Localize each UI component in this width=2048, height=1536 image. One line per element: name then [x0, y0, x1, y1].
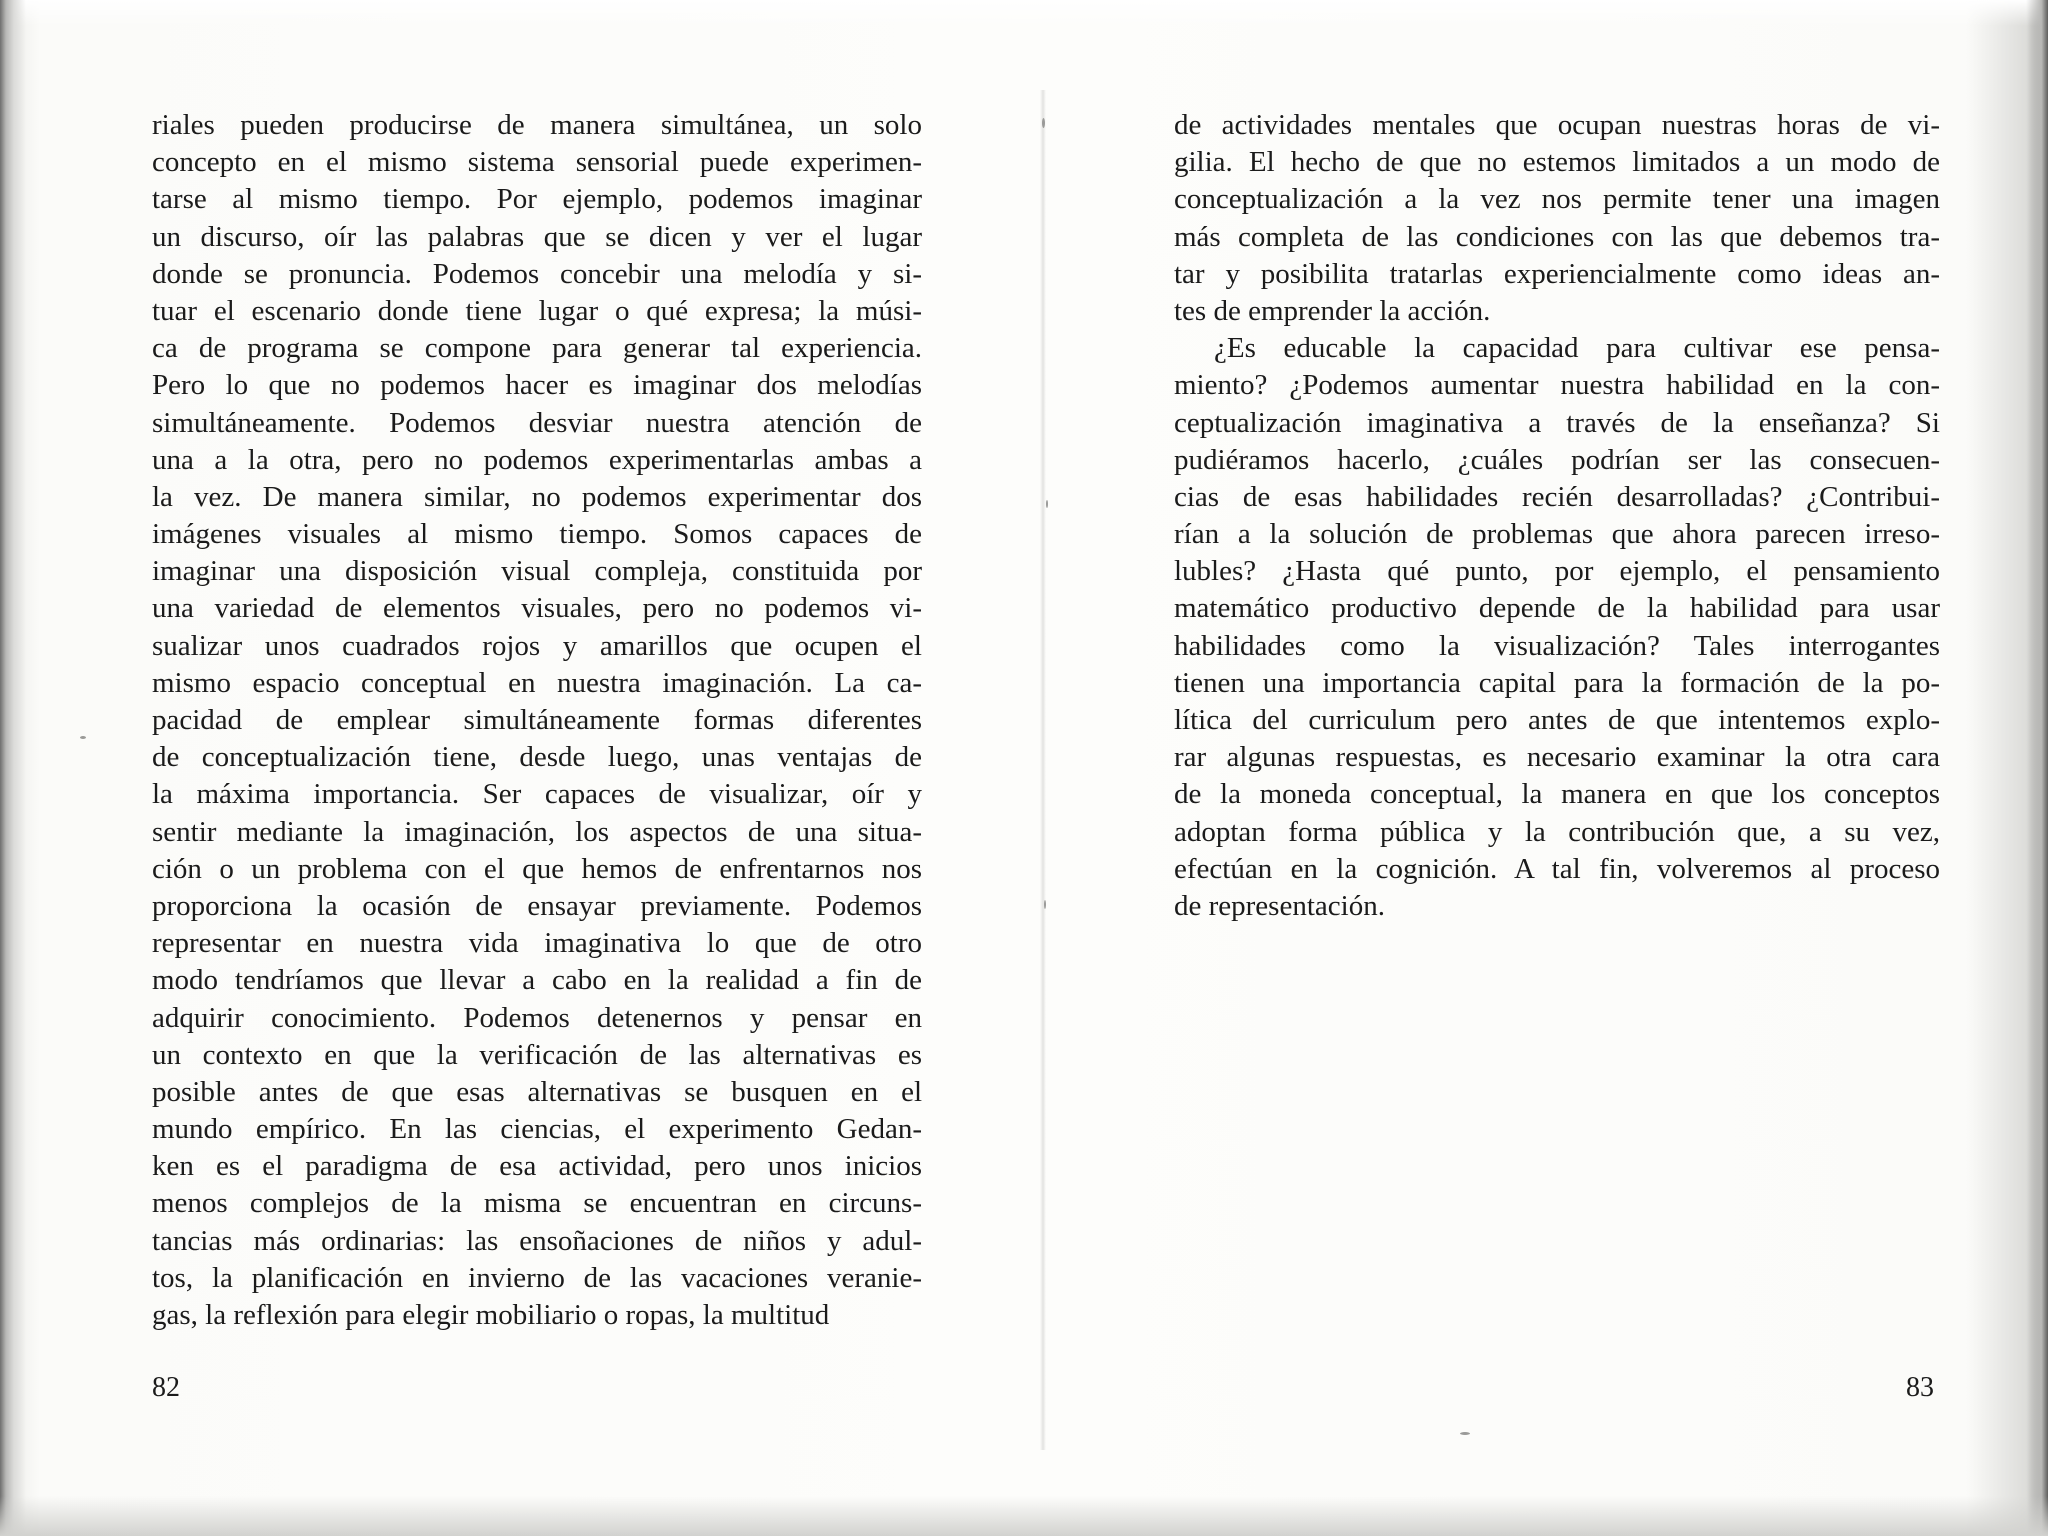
text-line: adoptan forma pública y la contribución que, a su vez,	[1174, 815, 1940, 848]
text-line: de actividades mentales que ocupan nuestras horas de vi-	[1174, 109, 1940, 141]
text-line: cias de esas habilidades recién desarrolladas? ¿Contribui-	[1174, 480, 1940, 513]
text-line: de la moneda conceptual, la manera en que los conceptos	[1174, 778, 1940, 811]
text-line: mismo espacio conceptual en nuestra imaginación. La ca-	[152, 666, 922, 699]
book-gutter	[1040, 90, 1046, 1450]
text-line: ceptualización imaginativa a través de la enseñanza? Si	[1174, 406, 1940, 439]
text-line: posible antes de que esas alternativas se busquen en el	[152, 1075, 922, 1108]
text-line: efectúan en la cognición. A tal fin, volveremos al proceso	[1174, 852, 1940, 885]
text-line: imágenes visuales al mismo tiempo. Somos capaces de	[152, 518, 922, 551]
text-line: concepto en el mismo sistema sensorial puede experimen-	[152, 146, 922, 179]
text-line: la máxima importancia. Ser capaces de visualizar, oír y	[152, 778, 922, 811]
text-line: menos complejos de la misma se encuentran en circuns-	[152, 1187, 922, 1220]
text-line: mundo empírico. En las ciencias, el experimento Gedan-	[152, 1113, 922, 1146]
text-line: sentir mediante la imaginación, los aspectos de una situa-	[152, 815, 922, 848]
text-line: matemático productivo depende de la habilidad para usar	[1174, 592, 1940, 625]
text-line: tancias más ordinarias: las ensoñaciones de niños y adul-	[152, 1224, 922, 1257]
text-line: tienen una importancia capital para la formación de la po-	[1174, 666, 1940, 699]
text-line: adquirir conocimiento. Podemos detenernos y pensar en	[152, 1001, 922, 1034]
text-line: donde se pronuncia. Podemos concebir una melodía y si-	[152, 257, 922, 290]
text-line: pacidad de emplear simultáneamente formas diferentes	[152, 704, 922, 736]
scan-speck	[80, 736, 86, 739]
text-line: modo tendríamos que llevar a cabo en la realidad a fin de	[152, 964, 922, 997]
text-line: un discurso, oír las palabras que se dicen y ver el lugar	[152, 220, 922, 253]
text-line: gilia. El hecho de que no estemos limitados a un modo de	[1174, 146, 1940, 179]
text-line: tes de emprender la acción.	[1174, 294, 1491, 327]
page-number-left: 82	[152, 1372, 180, 1403]
text-line: miento? ¿Podemos aumentar nuestra habilidad en la con-	[1174, 369, 1940, 402]
left-page-edge	[0, 0, 26, 1536]
text-line: lítica del curriculum pero antes de que intentemos explo-	[1174, 704, 1940, 736]
text-line: de conceptualización tiene, desde luego, unas ventajas de	[152, 741, 922, 774]
text-line: rían a la solución de problemas que ahora parecen irreso-	[1174, 518, 1940, 551]
text-line: ción o un problema con el que hemos de enfrentarnos nos	[152, 852, 922, 885]
page-number-right: 83	[1906, 1372, 1934, 1403]
text-line: proporciona la ocasión de ensayar previamente. Podemos	[152, 889, 922, 922]
text-line: gas, la reflexión para elegir mobiliario o ropas, la multitud	[152, 1299, 830, 1331]
text-line: sualizar unos cuadrados rojos y amarillos que ocupen el	[152, 629, 922, 662]
bottom-page-shadow	[0, 1496, 2048, 1536]
top-page-edge	[0, 0, 2048, 26]
text-line: tar y posibilita tratarlas experiencialmente como ideas an-	[1174, 257, 1940, 290]
text-line: la vez. De manera similar, no podemos experimentar dos	[152, 480, 922, 513]
right-page-body	[1174, 107, 1940, 925]
text-line: más completa de las condiciones con las que debemos tra-	[1174, 220, 1940, 253]
scan-speck	[1460, 1432, 1470, 1435]
text-line: tos, la planificación en invierno de las vacaciones veranie-	[152, 1261, 922, 1294]
text-line: tarse al mismo tiempo. Por ejemplo, podemos imaginar	[152, 183, 922, 216]
text-line: una a la otra, pero no podemos experimentarlas ambas a	[152, 443, 922, 476]
left-page-body	[152, 107, 922, 1334]
text-line: un contexto en que la verificación de las alternativas es	[152, 1038, 922, 1071]
text-line: conceptualización a la vez nos permite tener una imagen	[1174, 183, 1940, 216]
text-line: ¿Es educable la capacidad para cultivar ese pensa-	[1214, 332, 1940, 365]
text-line: Pero lo que no podemos hacer es imaginar dos melodías	[152, 369, 922, 402]
scan-speck	[1044, 900, 1046, 909]
right-page-edge	[2026, 0, 2048, 1536]
text-line: simultáneamente. Podemos desviar nuestra atención de	[152, 406, 922, 439]
text-line: habilidades como la visualización? Tales interrogantes	[1174, 629, 1940, 662]
text-line: imaginar una disposición visual compleja, constituida por	[152, 555, 922, 588]
text-line: una variedad de elementos visuales, pero no podemos vi-	[152, 592, 922, 625]
text-line: tuar el escenario donde tiene lugar o qué expresa; la músi-	[152, 294, 922, 327]
scan-speck	[1046, 500, 1048, 508]
text-line: rar algunas respuestas, es necesario examinar la otra cara	[1174, 741, 1940, 774]
text-line: ca de programa se compone para generar tal experiencia.	[152, 332, 922, 365]
scan-speck	[1042, 118, 1045, 128]
text-line: de representación.	[1174, 889, 1385, 922]
text-line: lubles? ¿Hasta qué punto, por ejemplo, el pensamiento	[1174, 555, 1940, 588]
text-line: representar en nuestra vida imaginativa lo que de otro	[152, 927, 922, 960]
text-line: pudiéramos hacerlo, ¿cuáles podrían ser las consecuen-	[1174, 443, 1940, 476]
text-line: ken es el paradigma de esa actividad, pero unos inicios	[152, 1150, 922, 1183]
text-line: riales pueden producirse de manera simultánea, un solo	[152, 109, 922, 141]
